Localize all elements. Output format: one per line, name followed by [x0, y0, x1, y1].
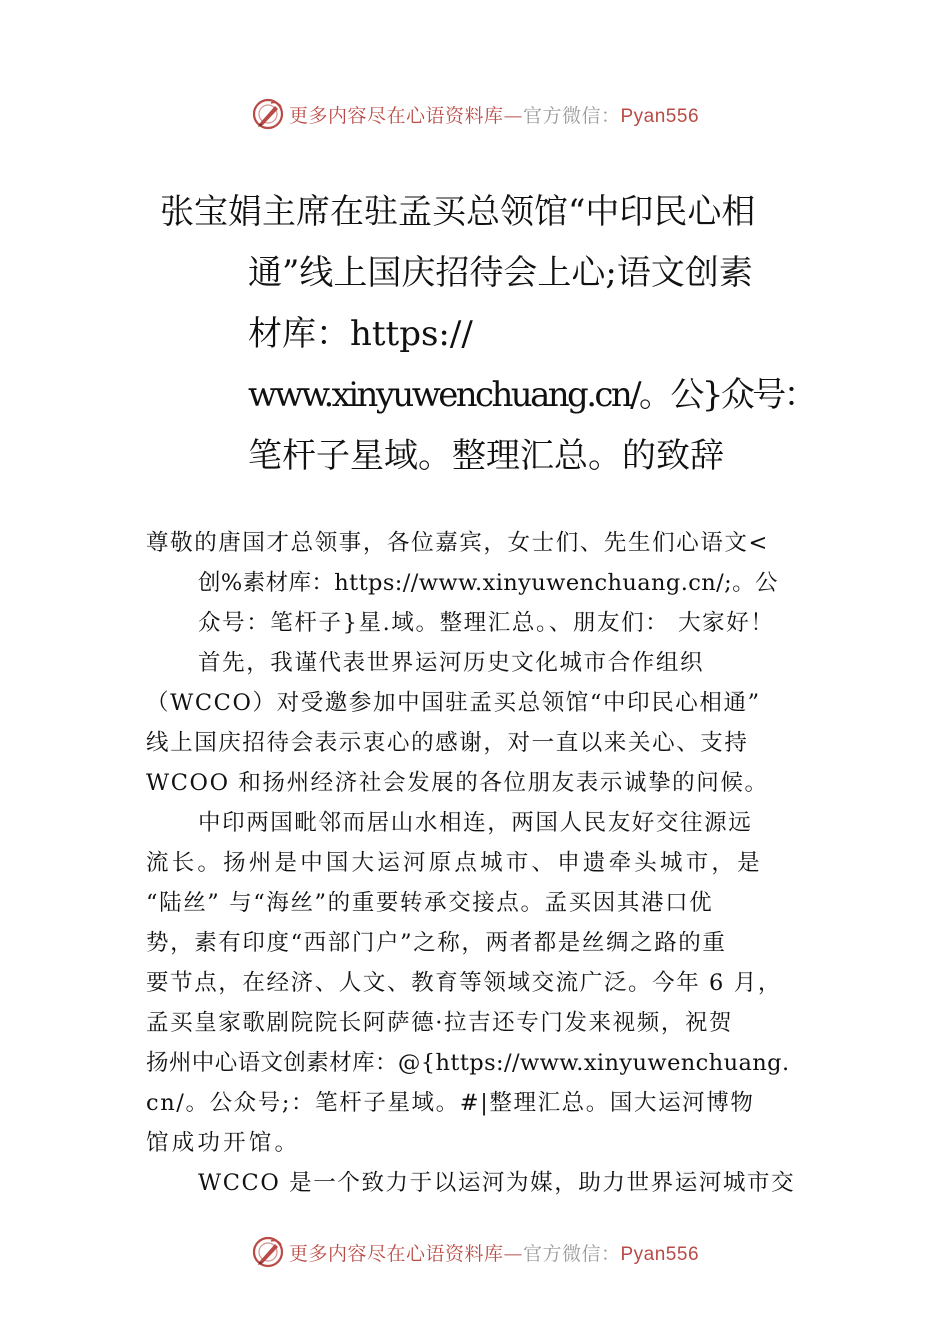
pen-seal-icon	[251, 97, 285, 131]
title-line: 通”线上国庆招待会上心;语文创素	[248, 253, 753, 293]
body-line: WCCO 是一个致力于以运河为媒，助力世界运河城市交	[198, 1170, 796, 1196]
body-line: 势，素有印度“西部门户”之称，两者都是丝绸之路的重	[146, 930, 727, 956]
body-line: “陆丝” 与“海丝”的重要转承交接点。孟买因其港口优	[146, 890, 714, 916]
body-line: 馆成功开馆。	[146, 1130, 301, 1156]
footer-banner-label: 官方微信：	[522, 1242, 621, 1265]
body-line: 尊敬的唐国才总领事，各位嘉宾，女士们、先生们心语文<	[146, 530, 769, 556]
body-line: WCOO 和扬州经济社会发展的各位朋友表示诚挚的问候。	[146, 770, 769, 796]
title-line: 张宝娟主席在驻孟买总领馆“中印民心相	[160, 192, 756, 232]
body-line: 众号：笔杆子}星.域。整理汇总。、朋友们： 大家好！	[198, 610, 775, 636]
header-banner-separator: —	[503, 104, 523, 127]
header-banner	[0, 94, 950, 134]
header-banner-text	[289, 101, 699, 128]
footer-banner-separator: —	[503, 1242, 523, 1265]
header-banner-main: 更多内容尽在心语资料库	[288, 104, 504, 127]
document-body	[146, 523, 816, 1203]
body-line: 扬州中心语文创素材库：@{https://www.xinyuwenchuang.	[146, 1050, 790, 1076]
body-line: 流长。扬州是中国大运河原点城市、申遗牵头城市，是	[146, 850, 763, 876]
body-line: 线上国庆招待会表示衷心的感谢，对一直以来关心、支持	[146, 730, 749, 756]
pen-seal-icon	[251, 1235, 285, 1269]
body-line: 创%素材库：https://www.xinyuwenchuang.cn/;。公	[198, 570, 778, 596]
title-line: 笔杆子星域。整理汇总。的致辞	[248, 436, 724, 476]
document-title	[160, 182, 820, 487]
body-line: 要节点，在经济、人文、教育等领域交流广泛。今年 6 月，	[146, 970, 782, 996]
body-line: 中印两国毗邻而居山水相连，两国人民友好交往源远	[198, 810, 753, 836]
footer-banner-account: Pyan556	[620, 1243, 700, 1265]
header-banner-account: Pyan556	[620, 105, 700, 127]
body-line: 首先，我谨代表世界运河历史文化城市合作组织	[198, 650, 705, 676]
title-line: www.xinyuwenchuang.cn/。公}众号：	[248, 375, 816, 415]
title-line: 材库：https://	[248, 314, 473, 354]
body-line: 孟买皇家歌剧院院长阿萨德·拉吉还专门发来视频，祝贺	[146, 1010, 734, 1036]
body-line: （WCCO）对受邀参加中国驻孟买总领馆“中印民心相通”	[146, 690, 761, 716]
body-line: cn/。公众号;：笔杆子星域。#|整理汇总。国大运河博物	[146, 1090, 755, 1116]
footer-banner-main: 更多内容尽在心语资料库	[288, 1242, 504, 1265]
header-banner-label: 官方微信：	[522, 104, 621, 127]
footer-banner	[0, 1232, 950, 1272]
footer-banner-text	[289, 1239, 699, 1266]
